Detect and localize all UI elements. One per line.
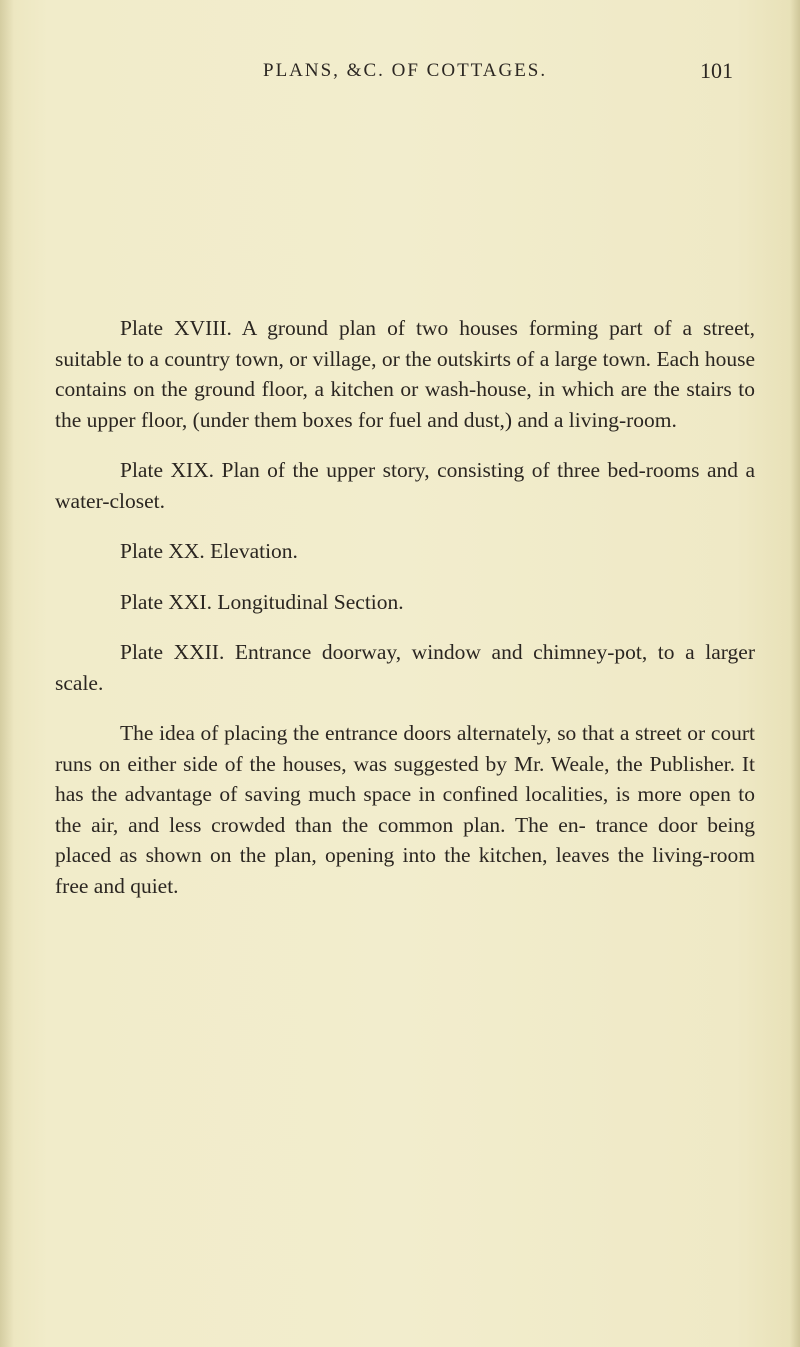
paragraph-plate-xxi: Plate XXI. Longitudinal Section. — [120, 589, 404, 614]
paragraph-entrance-doors: The idea of placing the entrance doors alternately, so that a street or court runs on either side of the houses, was suggested by Mr. Weale, the Publisher. It has the advantage of saving much space in confined localities, is more open to the air, and less crowded than the common plan. The en- trance door being placed as shown on the plan, opening into the kitchen, leaves the living-room free and quiet. — [55, 721, 755, 898]
page-edge-right — [790, 0, 800, 1347]
paragraph-plate-xxii: Plate XXII. Entrance doorway, window and chimney-pot, to a larger scale. — [55, 640, 755, 695]
body-text — [55, 313, 755, 921]
page-number: 101 — [700, 58, 733, 83]
running-head: PLANS, &C. OF COTTAGES. — [263, 60, 548, 81]
paragraph-plate-xix: Plate XIX. Plan of the upper story, consisting of three bed-rooms and a water-closet. — [55, 458, 755, 513]
page-edge-left — [0, 0, 14, 1347]
paragraph-plate-xx: Plate XX. Elevation. — [120, 539, 298, 563]
paragraph-plate-xviii: Plate XVIII. A ground plan of two houses forming part of a street, suitable to a country town, or village, or the outskirts of a large town. Each house contains on the ground floor, a kitchen or wash-house, in which are the stairs to the upper floor, (under them boxes for fuel and dust,) and a living-room. — [55, 316, 755, 432]
page-header — [0, 60, 800, 90]
